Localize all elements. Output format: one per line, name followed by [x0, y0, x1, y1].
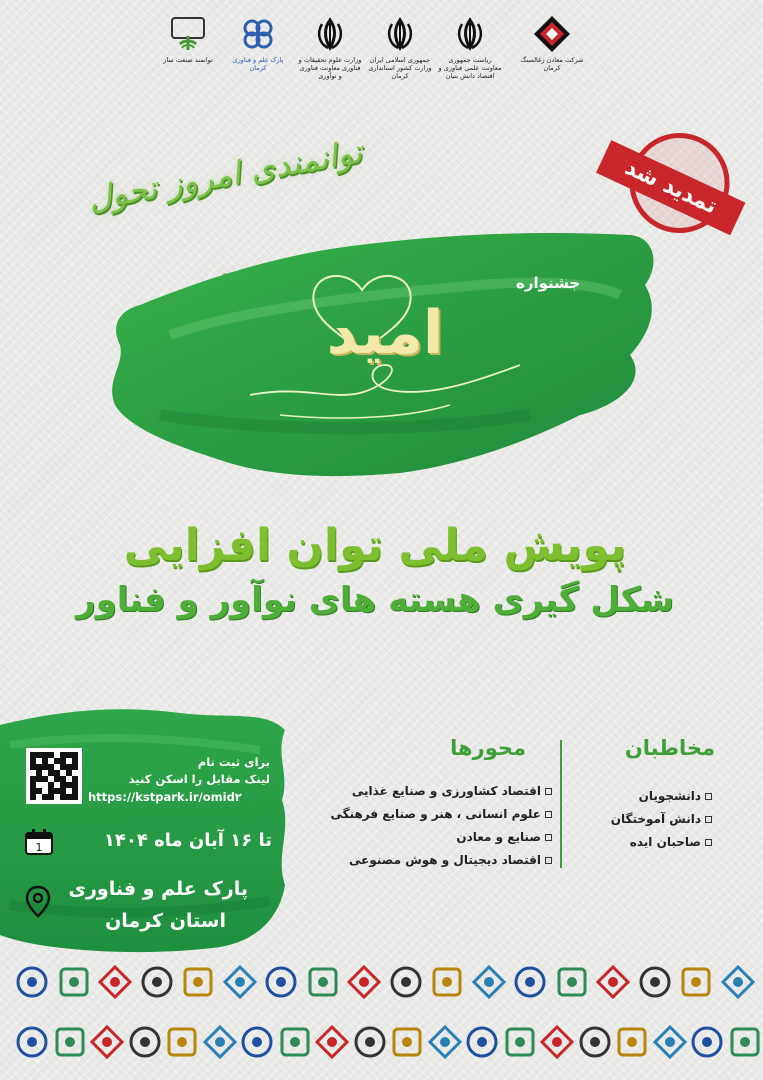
sponsor-logo-34: [573, 1024, 613, 1070]
top-logo-caption: وزارت علوم تحقیقات و فناوری معاونت فناوری و نوآوری: [298, 56, 362, 80]
iran-emblem-icon: [310, 14, 350, 54]
sponsor-logo-13: [508, 964, 548, 1010]
top-logo-caption: پارک علم و فناوری کرمان: [232, 56, 284, 72]
sponsor-logo-38: [723, 1024, 763, 1070]
sponsor-logos-row-2: [8, 1024, 758, 1074]
sponsor-logo-17-mark: [678, 964, 714, 1000]
top-logo-vice-presidency: [438, 14, 502, 80]
sponsor-logo-37: [685, 1024, 725, 1070]
sponsor-logo-7-mark: [263, 964, 299, 1000]
sponsor-logo-22-mark: [127, 1024, 163, 1060]
location-pin-icon: [25, 885, 51, 919]
list-divider: [560, 740, 562, 868]
sponsor-logo-36: [648, 1024, 688, 1070]
audience-title: مخاطبان: [624, 736, 715, 760]
sponsor-logo-11: [425, 964, 465, 1010]
sponsor-logo-4: [135, 964, 175, 1010]
sponsor-logo-9-mark: [346, 964, 382, 1000]
sponsor-logo-3: [93, 964, 133, 1010]
iran-emblem-icon: [450, 14, 490, 54]
sponsor-logo-12-mark: [471, 964, 507, 1000]
sponsor-logo-15: [591, 964, 631, 1010]
knot-pattern-logo: [238, 14, 278, 54]
axes-title: محورها: [450, 736, 526, 760]
sponsor-logo-9: [342, 964, 382, 1010]
sponsor-logo-24: [198, 1024, 238, 1070]
sponsor-logo-33: [535, 1024, 575, 1070]
top-logo-caption: جمهوری اسلامی ایران وزارت کشور استانداری کرمان: [368, 56, 432, 80]
sponsor-logo-32: [498, 1024, 538, 1070]
mining-company-logo: [532, 14, 572, 54]
sponsor-logo-18: [716, 964, 756, 1010]
sponsor-logo-35-mark: [614, 1024, 650, 1060]
audience-list: [580, 785, 712, 854]
sponsor-logo-25: [235, 1024, 275, 1070]
sponsor-logo-30: [423, 1024, 463, 1070]
main-title: پویش ملی توان افزایی: [123, 520, 627, 571]
checkbox-bullet-icon: [545, 811, 552, 818]
list-item: دانشجویان: [580, 785, 712, 808]
checkbox-bullet-icon: [545, 834, 552, 841]
registration-link[interactable]: https://kstpark.ir/omid۲: [88, 790, 242, 804]
sponsor-logo-14-mark: [554, 964, 590, 1000]
sponsor-logo-34-mark: [577, 1024, 613, 1060]
list-item: صاحبان ایده: [580, 831, 712, 854]
tree-sign-logo: [168, 14, 208, 54]
sponsor-logo-3-mark: [97, 964, 133, 1000]
top-logo-caption: شرکت معادن زغالسنگ کرمان: [520, 56, 584, 72]
sponsor-logo-28: [348, 1024, 388, 1070]
registration-qr-code[interactable]: [26, 748, 82, 804]
sponsor-logo-18-mark: [720, 964, 756, 1000]
sponsor-logo-25-mark: [239, 1024, 275, 1060]
sponsor-logo-32-mark: [502, 1024, 538, 1060]
sponsor-logo-1-mark: [14, 964, 50, 1000]
top-logo-caption: توانمند صنعت ساز: [163, 56, 213, 64]
sponsor-logo-33-mark: [539, 1024, 575, 1060]
sponsor-logo-24-mark: [202, 1024, 238, 1060]
list-item: اقتصاد دیجیتال و هوش مصنوعی: [320, 849, 552, 872]
checkbox-bullet-icon: [705, 816, 712, 823]
sponsor-logo-27-mark: [314, 1024, 350, 1060]
calendar-day: 1: [35, 841, 43, 854]
sponsor-logo-2: [52, 964, 92, 1010]
sponsor-logo-26-mark: [277, 1024, 313, 1060]
sponsor-logo-16-mark: [637, 964, 673, 1000]
sponsor-logo-19-mark: [14, 1024, 50, 1060]
sponsor-logo-12: [467, 964, 507, 1010]
sponsor-logo-21: [85, 1024, 125, 1070]
checkbox-bullet-icon: [705, 839, 712, 846]
sponsor-logo-1: [10, 964, 50, 1010]
sponsor-logo-4-mark: [139, 964, 175, 1000]
top-logo-caption: ریاست جمهوری معاونت علمی فناوری و اقتصاد دانش بنیان: [438, 56, 502, 80]
sponsor-logo-36-mark: [652, 1024, 688, 1060]
sponsor-logo-10-mark: [388, 964, 424, 1000]
sponsor-logo-2-mark: [56, 964, 92, 1000]
list-item: علوم انسانی ، هنر و صنایع فرهنگی: [320, 803, 552, 826]
iran-emblem-icon: [380, 14, 420, 54]
axes-list: [320, 780, 552, 872]
venue-line-1: پارک علم و فناوری: [68, 878, 248, 900]
sponsor-logo-5-mark: [180, 964, 216, 1000]
checkbox-bullet-icon: [545, 788, 552, 795]
sponsor-logo-7: [259, 964, 299, 1010]
sponsor-logo-8-mark: [305, 964, 341, 1000]
sponsor-logo-6: [218, 964, 258, 1010]
stamp-label: تمدید شد: [596, 140, 745, 235]
main-subtitle: شکل گیری هسته های نوآور و فناور: [76, 580, 674, 620]
slogan-calligraphy: توانمندی امروز تحول: [85, 132, 365, 218]
sponsor-logo-31: [460, 1024, 500, 1070]
top-logo-tavanafarin: [156, 14, 220, 64]
sponsor-logo-21-mark: [89, 1024, 125, 1060]
sponsor-logo-35: [610, 1024, 650, 1070]
qr-pattern: [30, 752, 78, 800]
sponsor-logo-8: [301, 964, 341, 1010]
festival-label: جشنواره: [516, 274, 581, 292]
sponsor-logo-30-mark: [427, 1024, 463, 1060]
list-item: صنایع و معادن: [320, 826, 552, 849]
sponsor-logo-10: [384, 964, 424, 1010]
sponsor-logo-19: [10, 1024, 50, 1070]
sponsor-logo-23: [160, 1024, 200, 1070]
sponsor-logo-20-mark: [52, 1024, 88, 1060]
sponsor-logo-20: [48, 1024, 88, 1070]
deadline-date: تا ۱۶ آبان ماه ۱۴۰۴: [103, 830, 272, 851]
venue-line-2: استان کرمان: [105, 910, 226, 932]
sponsor-logo-17: [674, 964, 714, 1010]
sponsor-logo-29-mark: [389, 1024, 425, 1060]
festival-name: امید: [326, 298, 444, 368]
registration-line-2: لینک مقابل را اسکن کنید: [128, 772, 270, 786]
sponsor-logo-27: [310, 1024, 350, 1070]
sponsor-logo-26: [273, 1024, 313, 1070]
sponsor-logo-37-mark: [689, 1024, 725, 1060]
top-logo-governorate: [368, 14, 432, 80]
sponsor-logo-14: [550, 964, 590, 1010]
top-logo-science-park: [226, 14, 290, 72]
top-logo-ministry-science: [298, 14, 362, 80]
top-logo-mining-company: [520, 14, 584, 72]
calendar-icon: [24, 828, 54, 856]
sponsor-logo-31-mark: [464, 1024, 500, 1060]
checkbox-bullet-icon: [705, 793, 712, 800]
sponsor-logo-5: [176, 964, 216, 1010]
list-item: دانش آموختگان: [580, 808, 712, 831]
sponsor-logo-29: [385, 1024, 425, 1070]
sponsor-logo-38-mark: [727, 1024, 763, 1060]
sponsor-logo-23-mark: [164, 1024, 200, 1060]
sponsor-logo-16: [633, 964, 673, 1010]
sponsor-logo-13-mark: [512, 964, 548, 1000]
checkbox-bullet-icon: [545, 857, 552, 864]
registration-line-1: برای ثبت نام: [197, 755, 270, 769]
sponsor-logo-22: [123, 1024, 163, 1070]
list-item: اقتصاد کشاورزی و صنایع غذایی: [320, 780, 552, 803]
sponsor-logo-11-mark: [429, 964, 465, 1000]
sponsor-logo-6-mark: [222, 964, 258, 1000]
sponsor-logos-row-1: [8, 964, 758, 1016]
sponsor-logo-28-mark: [352, 1024, 388, 1060]
sponsor-logo-15-mark: [595, 964, 631, 1000]
